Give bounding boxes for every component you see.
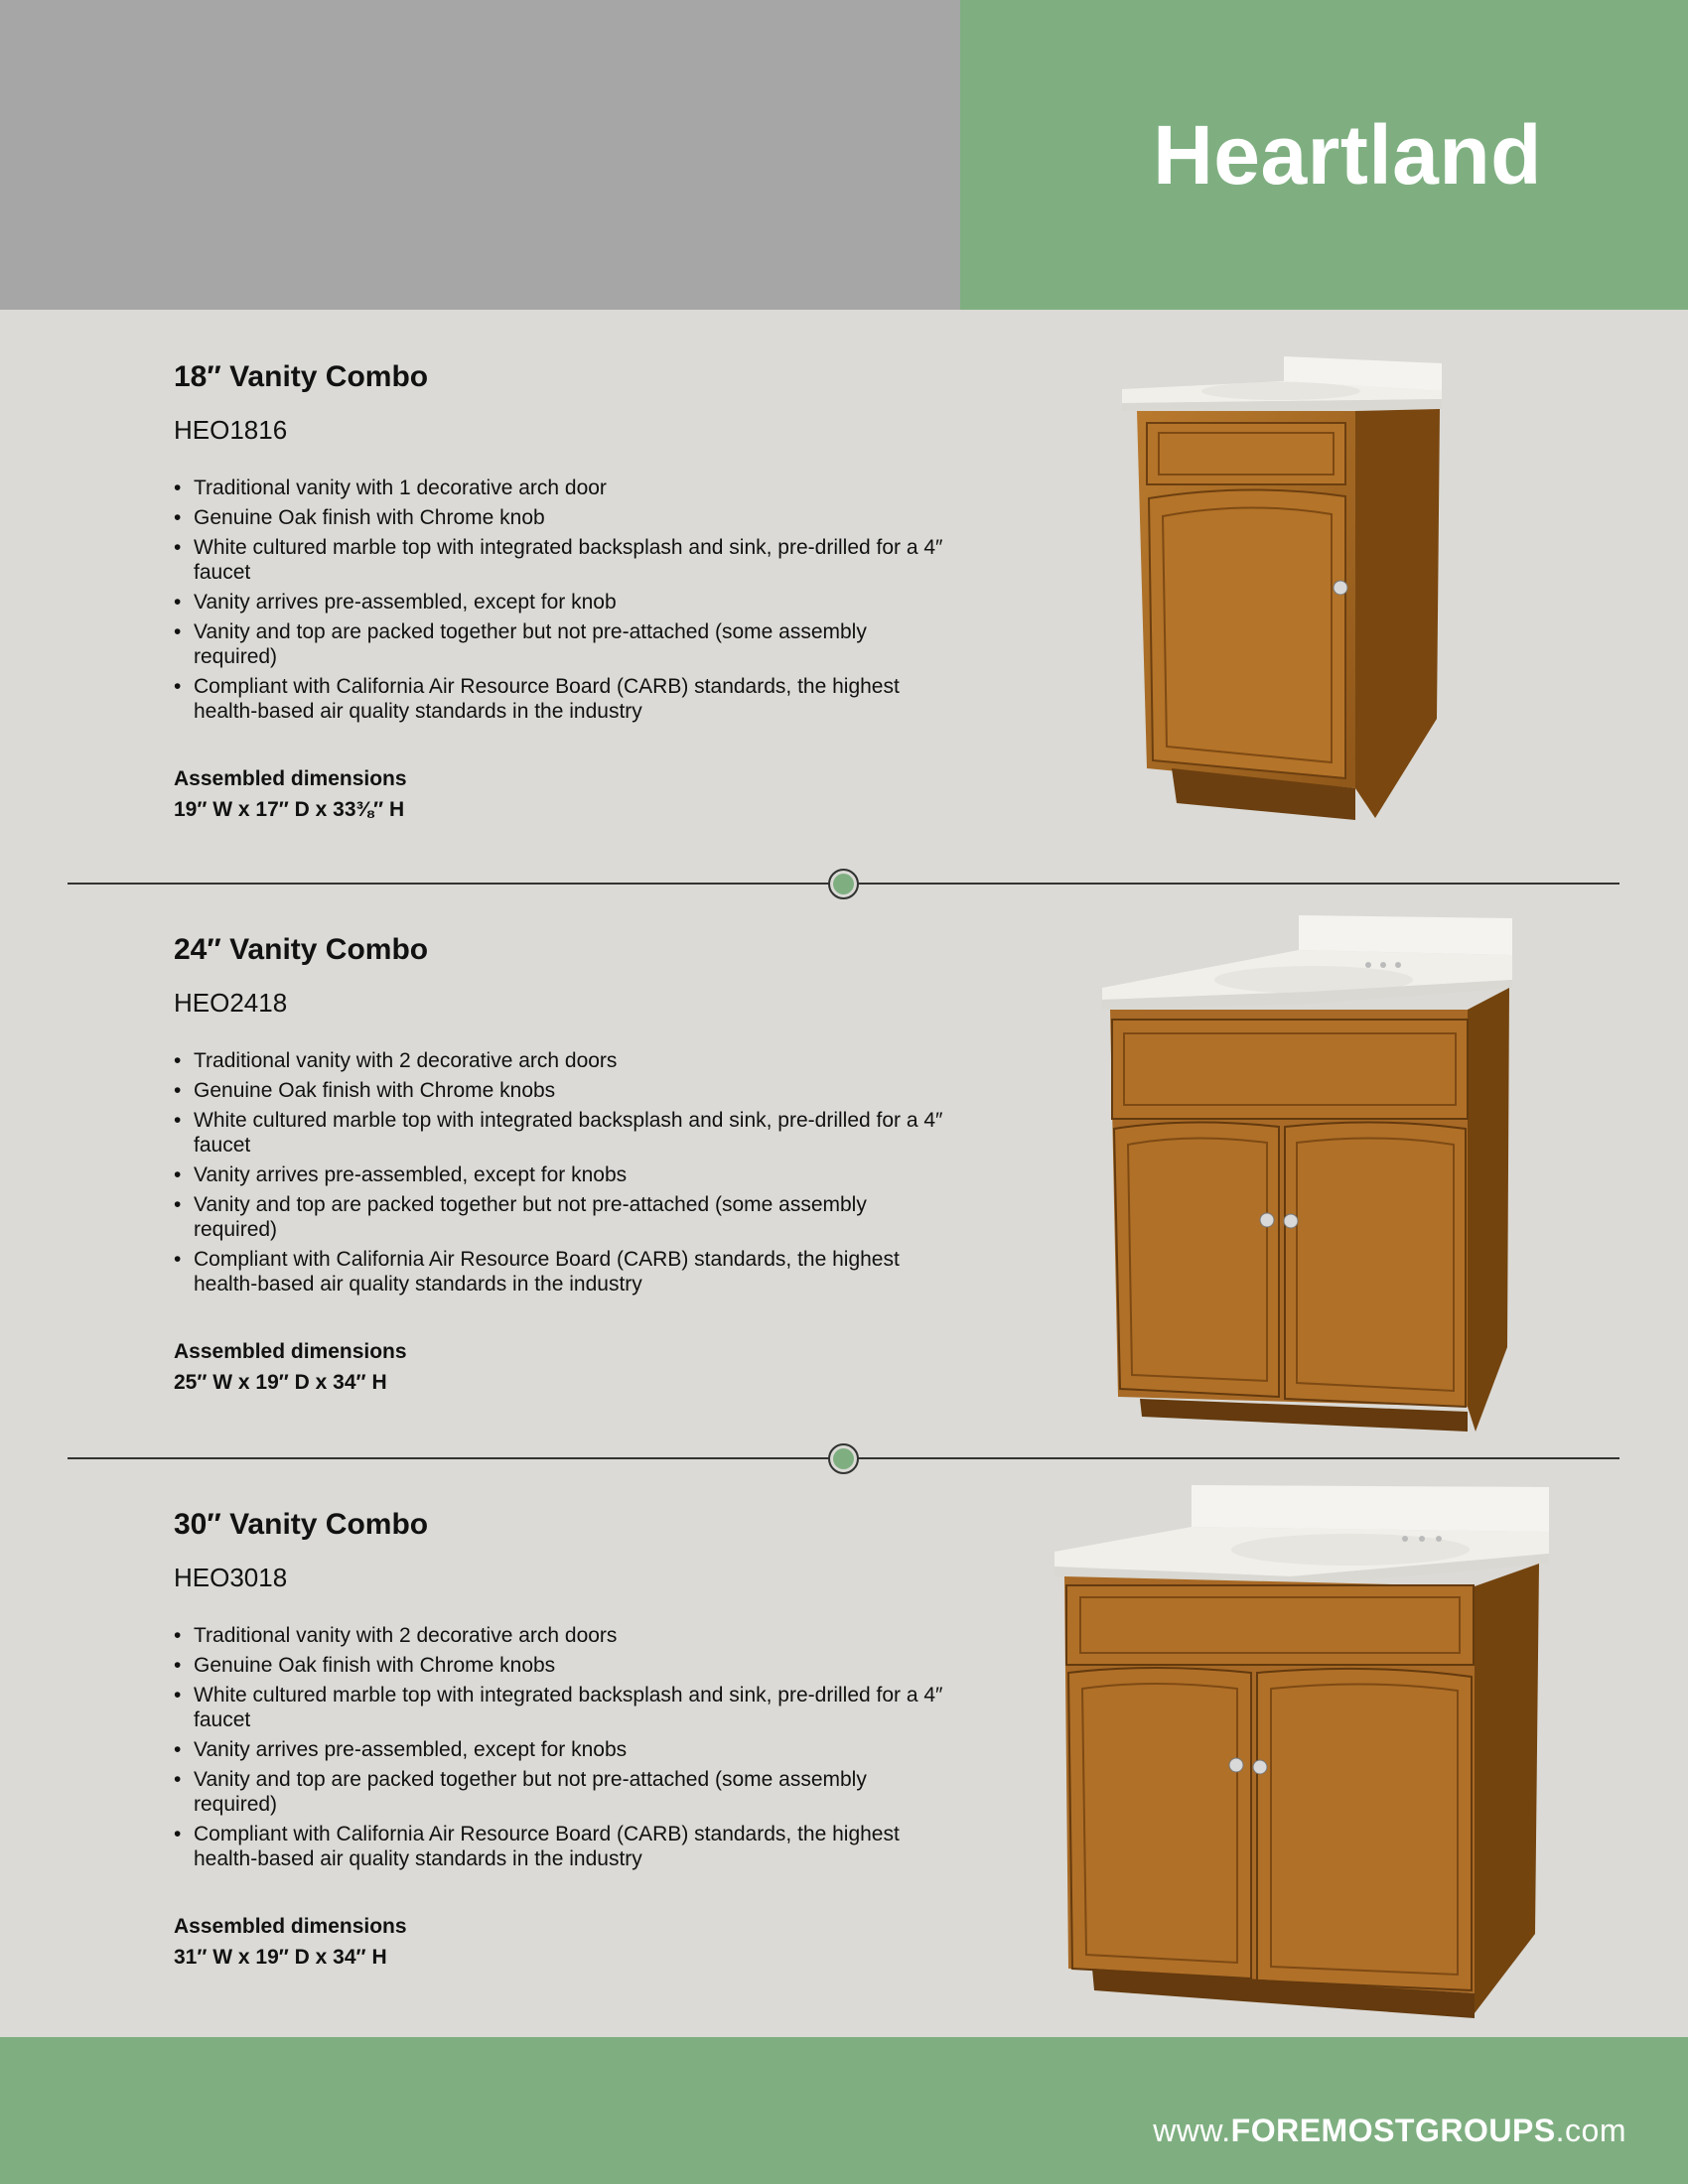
dimensions-label: Assembled dimensions: [174, 1915, 407, 1939]
feature-item: • White cultured marble top with integrated backsplash and sink, pre-drilled for a 4″ faucet: [174, 535, 948, 585]
feature-item: • Compliant with California Air Resource Board (CARB) standards, the highest health-based air quality standards in the industry: [174, 674, 948, 724]
product-section-24: [0, 932, 1688, 1488]
url-prefix: www.: [1153, 2113, 1231, 2148]
divider-dot: [828, 869, 859, 899]
product-info: [174, 1507, 948, 1972]
product-model: HEO1816: [174, 415, 288, 445]
dimensions-value: 19″ W x 17″ D x 33⅜″ H: [174, 798, 405, 822]
product-title: 24″ Vanity Combo: [174, 933, 429, 966]
dimensions-label: Assembled dimensions: [174, 1340, 407, 1364]
website-link[interactable]: [1153, 2113, 1626, 2149]
feature-item: • Compliant with California Air Resource Board (CARB) standards, the highest health-based air quality standards in the industry: [174, 1247, 948, 1297]
product-model: HEO2418: [174, 988, 288, 1018]
feature-list: [174, 476, 948, 724]
feature-item: • Vanity and top are packed together but not pre-attached (some assembly required): [174, 1192, 948, 1242]
feature-list: [174, 1623, 948, 1871]
feature-item: • Vanity and top are packed together but not pre-attached (some assembly required): [174, 619, 948, 669]
product-info: [174, 932, 948, 1397]
feature-list: [174, 1048, 948, 1297]
dimensions-value: 25″ W x 19″ D x 34″ H: [174, 1371, 387, 1395]
feature-item: • Traditional vanity with 1 decorative arch door: [174, 476, 948, 500]
feature-item: • White cultured marble top with integrated backsplash and sink, pre-drilled for a 4″ faucet: [174, 1108, 948, 1158]
vanity-30-image: [1053, 1482, 1554, 2018]
divider-dot: [828, 1443, 859, 1474]
feature-item: • Vanity arrives pre-assembled, except for knobs: [174, 1737, 948, 1762]
dimensions-value: 31″ W x 19″ D x 34″ H: [174, 1946, 387, 1970]
feature-item: • Genuine Oak finish with Chrome knobs: [174, 1078, 948, 1103]
vanity-18-image: [1117, 351, 1445, 828]
feature-item: • Vanity arrives pre-assembled, except for knobs: [174, 1162, 948, 1187]
feature-item: • Vanity arrives pre-assembled, except for knob: [174, 590, 948, 614]
product-info: [174, 359, 948, 824]
product-title: 30″ Vanity Combo: [174, 1508, 429, 1541]
feature-item: • Traditional vanity with 2 decorative arch doors: [174, 1623, 948, 1648]
url-suffix: .com: [1555, 2113, 1626, 2148]
dimensions-label: Assembled dimensions: [174, 767, 407, 791]
feature-item: • Vanity and top are packed together but not pre-attached (some assembly required): [174, 1767, 948, 1817]
feature-item: • Traditional vanity with 2 decorative arch doors: [174, 1048, 948, 1073]
vanity-24-image: [1100, 910, 1517, 1436]
feature-item: • Genuine Oak finish with Chrome knobs: [174, 1653, 948, 1678]
product-section-18: [0, 359, 1688, 915]
header-gray-block: [0, 0, 960, 310]
brand-title: Heartland: [1153, 108, 1542, 202]
footer-bar: [0, 2037, 1688, 2184]
product-model: HEO3018: [174, 1563, 288, 1592]
feature-item: • Genuine Oak finish with Chrome knob: [174, 505, 948, 530]
product-section-30: [0, 1507, 1688, 2063]
feature-item: • Compliant with California Air Resource Board (CARB) standards, the highest health-based air quality standards in the industry: [174, 1822, 948, 1871]
product-title: 18″ Vanity Combo: [174, 360, 429, 393]
feature-item: • White cultured marble top with integrated backsplash and sink, pre-drilled for a 4″ faucet: [174, 1683, 948, 1732]
url-domain: FOREMOSTGROUPS: [1230, 2113, 1556, 2148]
